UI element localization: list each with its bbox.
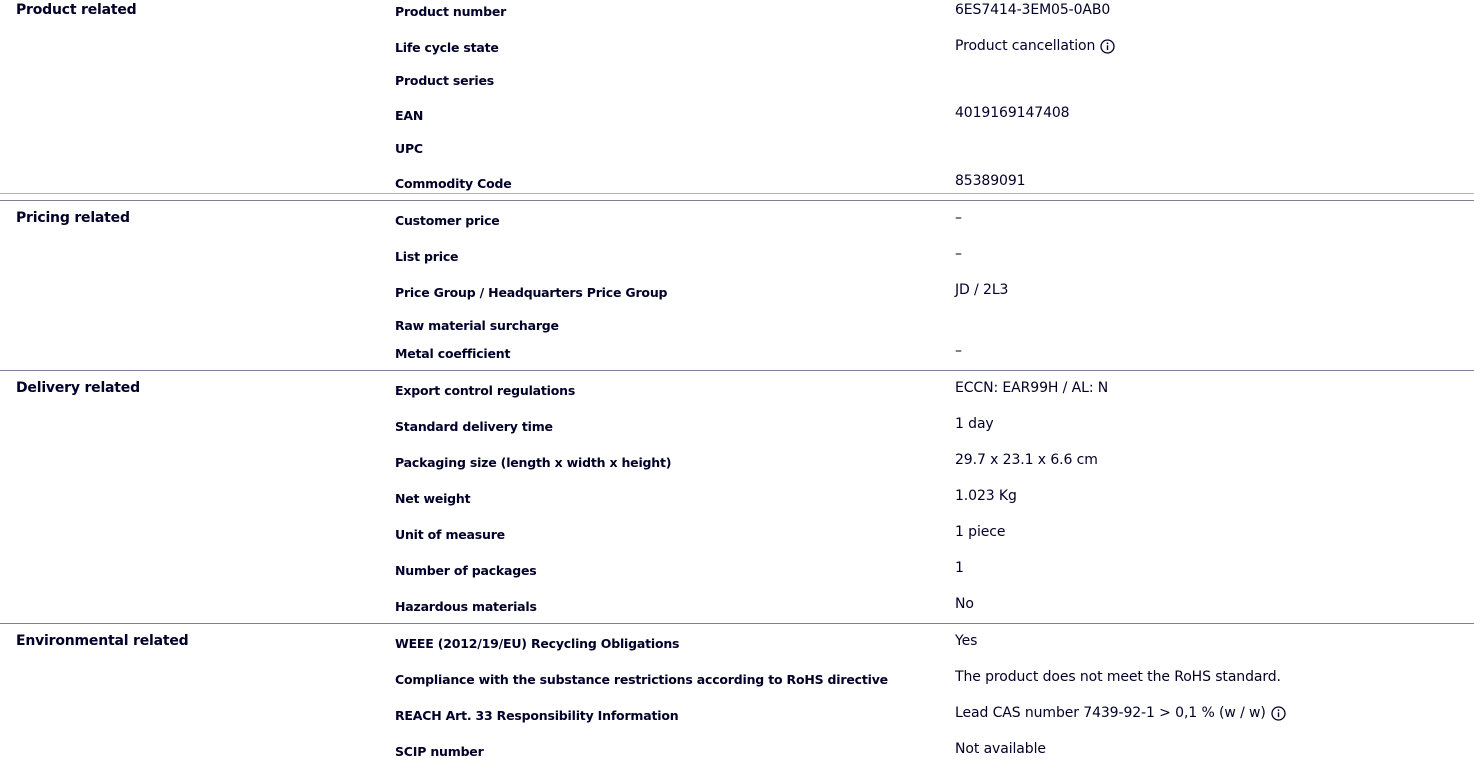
reach-info-value: Lead CAS number 7439-92-1 > 0,1 % (w / w) (955, 705, 1266, 721)
row-value: No (955, 596, 974, 612)
row-label: Hazardous materials (395, 599, 537, 614)
row-value: Yes (955, 633, 978, 649)
row-value (955, 2, 1110, 18)
row-label: Packaging size (length x width x height) (395, 455, 672, 470)
row-value: 85389091 (955, 173, 1026, 189)
row-value (955, 705, 1286, 721)
row-value: – (955, 246, 962, 262)
section-delivery-related (0, 371, 1474, 623)
info-circle-icon[interactable] (1271, 706, 1286, 721)
row-value: 29.7 x 23.1 x 6.6 cm (955, 452, 1098, 468)
row-label: UPC (395, 141, 423, 156)
row-label: Number of packages (395, 563, 537, 578)
row-label: Life cycle state (395, 40, 499, 55)
row-label: Raw material surcharge (395, 318, 559, 333)
row-label: Net weight (395, 491, 471, 506)
row-label: Compliance with the substance restrictions according to RoHS directive (395, 672, 888, 687)
row-label: Standard delivery time (395, 419, 553, 434)
row-label: REACH Art. 33 Responsibility Information (395, 708, 679, 723)
row-value: The product does not meet the RoHS standard. (955, 669, 1281, 685)
row-label: Product number (395, 4, 507, 19)
row-label: Unit of measure (395, 527, 505, 542)
section-title: Pricing related (16, 210, 130, 226)
section-title: Product related (16, 2, 137, 18)
info-circle-icon[interactable] (1100, 39, 1115, 54)
row-label: WEEE (2012/19/EU) Recycling Obligations (395, 636, 680, 651)
section-title: Delivery related (16, 380, 140, 396)
section-environmental-related (0, 624, 1474, 760)
row-label: EAN (395, 108, 424, 123)
row-value: Not available (955, 741, 1046, 757)
row-label: Export control regulations (395, 383, 576, 398)
row-value: 1 day (955, 416, 994, 432)
section-title: Environmental related (16, 633, 189, 649)
divider (0, 193, 1474, 194)
row-value: 1 (955, 560, 964, 576)
section-pricing-related (0, 201, 1474, 370)
row-value: – (955, 343, 962, 359)
row-value: 1.023 Kg (955, 488, 1017, 504)
section-product-related (0, 0, 1474, 200)
product-number-value: 6ES7414-3EM05-0AB0 (955, 2, 1111, 18)
row-value: – (955, 210, 962, 226)
row-value: JD / 2L3 (955, 282, 1009, 298)
row-label: Metal coefficient (395, 346, 511, 361)
row-value: ECCN: EAR99H / AL: N (955, 380, 1109, 396)
row-value: 4019169147408 (955, 105, 1070, 121)
row-label: Customer price (395, 213, 500, 228)
row-label: List price (395, 249, 459, 264)
row-value (955, 38, 1115, 54)
row-label: Commodity Code (395, 176, 512, 191)
row-label: Product series (395, 73, 494, 88)
row-label: SCIP number (395, 744, 484, 759)
row-label: Price Group / Headquarters Price Group (395, 285, 668, 300)
life-cycle-state-value: Product cancellation (955, 38, 1096, 54)
row-value: 1 piece (955, 524, 1006, 540)
